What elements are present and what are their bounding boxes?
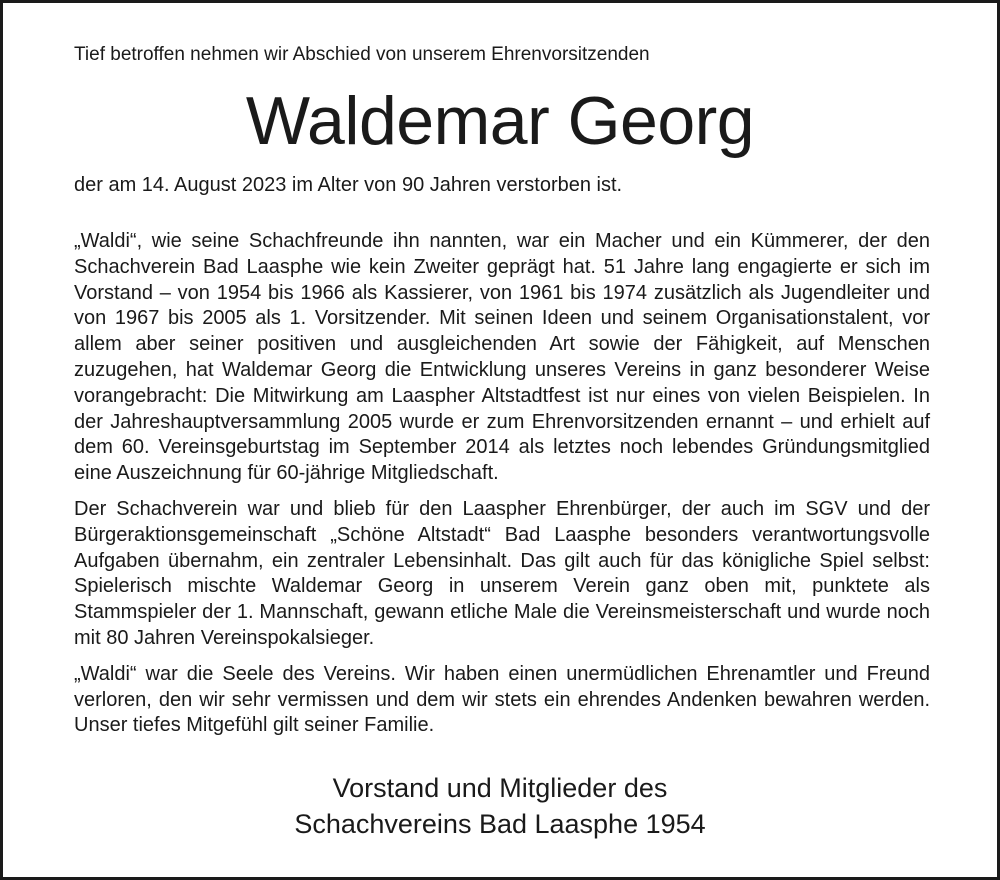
signature-line-1: Vorstand und Mitglieder des: [332, 773, 668, 803]
signature-line-2: Schachvereins Bad Laasphe 1954: [294, 809, 706, 839]
notice-body: [74, 229, 930, 749]
body-paragraph-2: Der Schachverein war und blieb für den Laaspher Ehrenbürger, der auch im SGV und der Bürgeraktionsgemeinschaft „Schöne Altstadt“ Bad Laasphe besonders verantwortungsvolle Aufgaben übernahm, ein zentraler Lebensinhalt. Das gilt auch für das königliche Spiel selbst: Spielerisch mischte Waldemar Georg in unserem Verein ganz oben mit, punktete als Stammspieler der 1. Mannschaft, gewann etliche Male die Vereinsmeisterschaft und wurde noch mit 80 Jahren Vereinspokalsieger.: [74, 497, 930, 649]
date-of-death-line: der am 14. August 2023 im Alter von 90 Jahren verstorben ist.: [74, 174, 623, 196]
body-paragraph-3: „Waldi“ war die Seele des Vereins. Wir haben einen unermüdlichen Ehrenamtler und Freund verloren, den wir sehr vermissen und dem wir stets ein ehrendes Andenken bewahren werden. Unser tiefes Mitgefühl gilt seiner Familie.: [74, 662, 930, 737]
body-paragraph-1: „Waldi“, wie seine Schachfreunde ihn nannten, war ein Macher und ein Kümmerer, der den Schachverein Bad Laasphe wie kein Zweiter geprägt hat. 51 Jahre lang engagierte er sich im Vorstand – von 1954 bis 1966 als Kassierer, von 1961 bis 1974 zusätzlich als Jugendleiter und von 1967 bis 2005 als 1. Vorsitzender. Mit seinen Ideen und seinem Organisationstalent, vor allem aber seiner positiven und ausgleichenden Art sowie der Fähigkeit, auf Menschen zuzugehen, hat Waldemar Georg die Entwicklung unseres Vereins in ganz besonderer Weise vorangebracht: Die Mitwirkung am Laaspher Altstadtfest ist nur eines von vielen Beispielen. In der Jahreshauptversammlung 2005 wurde er zum Ehrenvorsitzenden ernannt – und erhielt auf dem 60. Vereinsgeburtstag im September 2014 als letztes noch lebendes Gründungsmitglied eine Auszeichnung für 60-jährige Mitgliedschaft.: [74, 230, 930, 485]
intro-line: Tief betroffen nehmen wir Abschied von unserem Ehrenvorsitzenden: [74, 44, 650, 65]
deceased-name: Waldemar Georg: [245, 83, 755, 159]
signature-block: [0, 770, 1000, 842]
